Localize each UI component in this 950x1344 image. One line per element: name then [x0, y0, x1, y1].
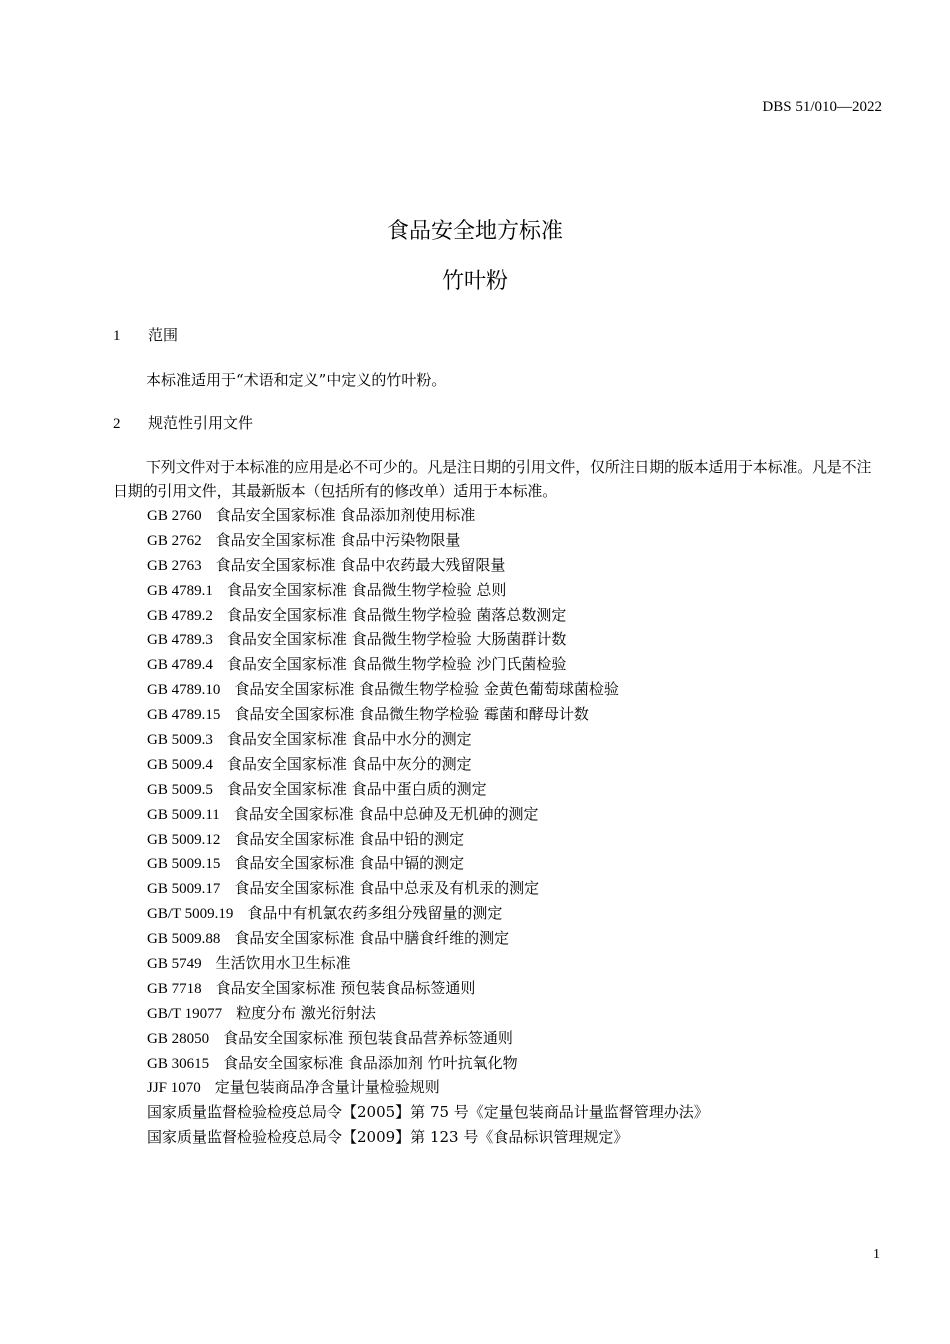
section-heading-scope — [113, 324, 178, 345]
document-code: DBS 51/010—2022 — [762, 99, 882, 115]
reference-item — [147, 926, 709, 951]
reference-item — [147, 851, 709, 876]
reference-item — [147, 1026, 709, 1051]
document-title: 食品安全地方标准 — [386, 219, 563, 244]
document-subtitle: 竹叶粉 — [441, 269, 508, 294]
reference-code: GB 2763 — [147, 557, 202, 574]
reference-title: 食品安全国家标准 食品中蛋白质的测定 — [226, 779, 487, 798]
reference-code: GB 5009.5 — [147, 781, 213, 798]
page-number: 1 — [873, 1247, 880, 1262]
reference-code: GB 4789.3 — [147, 632, 213, 649]
reference-code: JJF 1070 — [147, 1080, 201, 1097]
reference-title: 食品安全国家标准 食品中总砷及无机砷的测定 — [233, 804, 539, 823]
reference-item — [147, 1001, 709, 1026]
reference-item — [147, 901, 709, 926]
section-number: 1 — [113, 328, 121, 344]
reference-title: 食品安全国家标准 食品添加剂使用标准 — [215, 506, 476, 524]
reference-title: 食品中有机氯农药多组分残留量的测定 — [247, 904, 503, 923]
reference-code: GB/T 19077 — [147, 1005, 223, 1022]
reference-item — [147, 1075, 709, 1100]
reference-code: GB 30615 — [147, 1055, 210, 1072]
reference-title: 国家质量监督检验检疫总局令【2009】第 123 号《食品标识管理规定》 — [147, 1128, 629, 1147]
reference-item — [147, 702, 709, 727]
reference-code: GB 28050 — [147, 1030, 210, 1047]
reference-item — [147, 1100, 709, 1125]
reference-code: GB 4789.4 — [147, 657, 213, 674]
reference-title: 粒度分布 激光衍射法 — [236, 1003, 376, 1022]
reference-code: GB 5009.12 — [147, 831, 221, 848]
reference-title: 食品安全国家标准 食品中镉的测定 — [234, 854, 465, 873]
reference-title: 食品安全国家标准 食品微生物学检验 沙门氏菌检验 — [226, 655, 567, 674]
reference-list — [147, 503, 709, 1150]
reference-item — [147, 553, 709, 578]
reference-code: GB 4789.1 — [147, 582, 213, 599]
references-intro-paragraph: 下列文件对于本标准的应用是必不可少的。凡是注日期的引用文件，仅所注日期的版本适用于本标准。凡是不注日期的引用文件，其最新版本（包括所有的修改单）适用于本标准。 — [113, 458, 872, 500]
reference-item — [147, 976, 709, 1001]
reference-code: GB 7718 — [147, 980, 202, 997]
reference-item — [147, 652, 709, 677]
reference-title: 食品安全国家标准 食品微生物学检验 大肠菌群计数 — [226, 630, 567, 649]
reference-title: 食品安全国家标准 预包装食品标签通则 — [215, 978, 476, 997]
reference-code: GB 5009.4 — [147, 756, 213, 773]
reference-item — [147, 503, 709, 528]
reference-title: 食品安全国家标准 食品中铅的测定 — [234, 829, 465, 848]
reference-code: GB 2760 — [147, 508, 202, 524]
reference-item — [147, 578, 709, 603]
reference-title: 食品安全国家标准 食品中总汞及有机汞的测定 — [234, 879, 540, 898]
reference-item — [147, 1125, 709, 1150]
reference-title: 食品安全国家标准 食品微生物学检验 总则 — [226, 580, 507, 599]
reference-code: GB 4789.10 — [147, 682, 221, 699]
reference-title: 食品安全国家标准 食品微生物学检验 霉菌和酵母计数 — [234, 705, 589, 724]
section-number: 2 — [113, 416, 121, 432]
reference-title: 食品安全国家标准 食品中水分的测定 — [226, 730, 472, 749]
reference-item — [147, 827, 709, 852]
reference-item — [147, 1051, 709, 1076]
reference-title: 生活饮用水卫生标准 — [215, 954, 351, 973]
reference-item — [147, 777, 709, 802]
reference-item — [147, 627, 709, 652]
reference-title: 食品安全国家标准 食品中农药最大残留限量 — [215, 555, 506, 574]
reference-title: 定量包装商品净含量计量检验规则 — [214, 1078, 440, 1097]
reference-code: GB 5009.3 — [147, 732, 213, 749]
reference-code: GB 5749 — [147, 956, 202, 973]
reference-title: 食品安全国家标准 食品添加剂 竹叶抗氧化物 — [223, 1053, 518, 1072]
reference-code: GB 5009.15 — [147, 856, 221, 873]
reference-title: 食品安全国家标准 预包装食品营养标签通则 — [223, 1028, 513, 1047]
section-heading-references — [113, 412, 253, 433]
reference-title: 食品安全国家标准 食品微生物学检验 菌落总数测定 — [226, 605, 567, 624]
reference-item — [147, 951, 709, 976]
reference-item — [147, 603, 709, 628]
reference-code: GB 5009.11 — [147, 806, 220, 823]
reference-code: GB 4789.2 — [147, 607, 213, 624]
reference-code: GB 5009.88 — [147, 931, 221, 948]
reference-item — [147, 727, 709, 752]
reference-title: 食品安全国家标准 食品中灰分的测定 — [226, 754, 472, 773]
reference-item — [147, 677, 709, 702]
reference-title: 国家质量监督检验检疫总局令【2005】第 75 号《定量包装商品计量监督管理办法》 — [147, 1103, 709, 1122]
reference-code: GB 2762 — [147, 532, 202, 549]
reference-code: GB/T 5009.19 — [147, 906, 234, 923]
reference-item — [147, 802, 709, 827]
section-title: 范围 — [148, 326, 179, 344]
reference-item — [147, 752, 709, 777]
reference-title: 食品安全国家标准 食品微生物学检验 金黄色葡萄球菌检验 — [234, 680, 619, 699]
reference-item — [147, 528, 709, 553]
reference-code: GB 4789.15 — [147, 707, 221, 724]
scope-paragraph: 本标准适用于“术语和定义”中定义的竹叶粉。 — [146, 371, 447, 389]
section-title: 规范性引用文件 — [148, 414, 254, 432]
reference-code: GB 5009.17 — [147, 881, 221, 898]
reference-title: 食品安全国家标准 食品中膳食纤维的测定 — [234, 929, 510, 948]
reference-item — [147, 876, 709, 901]
reference-title: 食品安全国家标准 食品中污染物限量 — [215, 530, 461, 549]
